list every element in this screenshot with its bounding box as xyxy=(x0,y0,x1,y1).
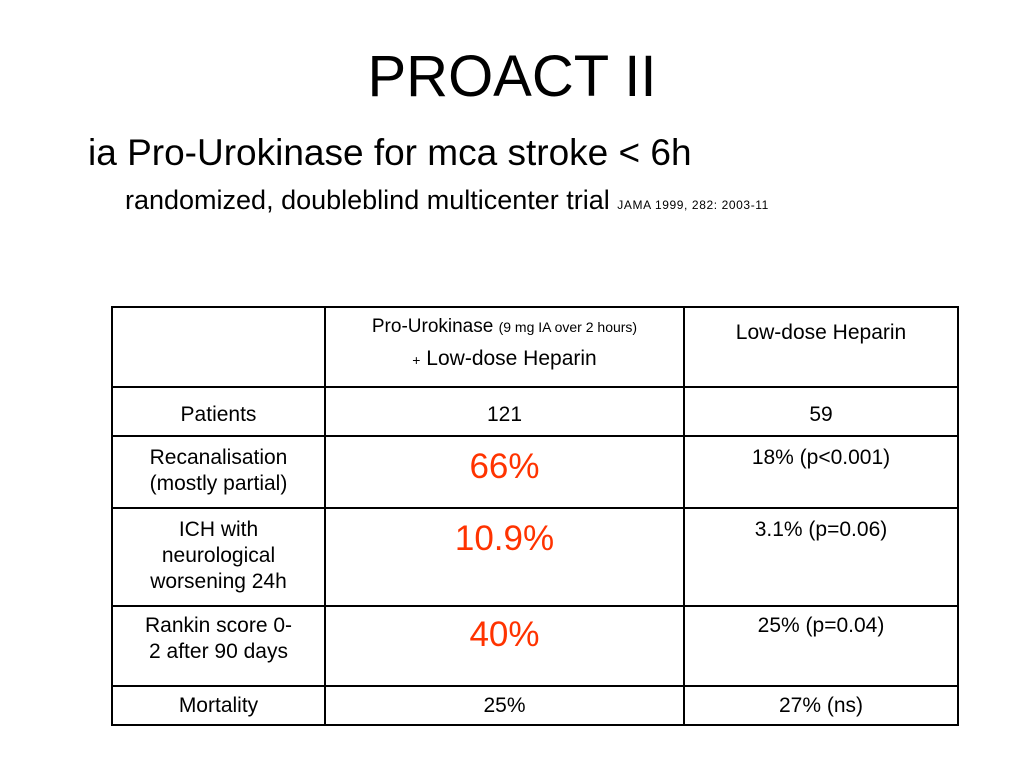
row-label-ich xyxy=(112,508,325,606)
ich-urokinase-cell xyxy=(325,508,684,606)
trial-description xyxy=(125,183,769,222)
table-header-row xyxy=(112,307,958,387)
table-row xyxy=(112,508,958,606)
rankin-urokinase-cell xyxy=(325,606,684,686)
table-row xyxy=(112,686,958,725)
header-urokinase-cell xyxy=(325,307,684,387)
header-heparin-cell xyxy=(684,307,958,387)
slide-title: PROACT II xyxy=(367,44,657,109)
label-line: ICH with xyxy=(178,518,259,541)
row-label-recanalisation xyxy=(112,436,325,508)
label-line: neurological xyxy=(161,544,276,567)
table-row xyxy=(112,387,958,436)
results-table xyxy=(111,306,959,726)
table-row xyxy=(112,436,958,508)
label-line: Rankin score 0- xyxy=(144,614,293,637)
header-plus-sign: + xyxy=(412,352,421,368)
recanalisation-urokinase-value: 66% xyxy=(469,447,540,486)
label-line: worsening 24h xyxy=(150,570,287,593)
trial-type-text: randomized, doubleblind multicenter trial xyxy=(125,185,610,215)
ich-urokinase-value: 10.9% xyxy=(454,519,555,558)
mortality-heparin-value: 27% (ns) xyxy=(684,686,958,725)
row-label-mortality: Mortality xyxy=(112,686,325,725)
header-urokinase-heparin: Low-dose Heparin xyxy=(426,347,597,370)
label-line: Recanalisation xyxy=(149,446,288,469)
header-urokinase-main: Pro-Urokinase xyxy=(371,316,494,337)
row-label-rankin xyxy=(112,606,325,686)
rankin-heparin-value: 25% (p=0.04) xyxy=(684,606,958,686)
header-urokinase-detail: (9 mg IA over 2 hours) xyxy=(498,319,638,335)
patients-urokinase-value: 121 xyxy=(325,387,684,436)
row-label-patients: Patients xyxy=(112,387,325,436)
rankin-urokinase-value: 40% xyxy=(469,615,540,654)
patients-heparin-value: 59 xyxy=(684,387,958,436)
citation-text: JAMA 1999, 282: 2003-11 xyxy=(617,198,769,212)
recanalisation-heparin-value: 18% (p<0.001) xyxy=(684,436,958,508)
mortality-urokinase-value: 25% xyxy=(325,686,684,725)
ich-heparin-value: 3.1% (p=0.06) xyxy=(684,508,958,606)
label-line: (mostly partial) xyxy=(149,472,288,495)
header-heparin-label: Low-dose Heparin xyxy=(735,321,907,344)
slide-subtitle: ia Pro-Urokinase for mca stroke < 6h xyxy=(88,132,692,173)
label-line: 2 after 90 days xyxy=(149,640,288,663)
header-empty-cell xyxy=(112,307,325,387)
recanalisation-urokinase-cell xyxy=(325,436,684,508)
table-row xyxy=(112,606,958,686)
